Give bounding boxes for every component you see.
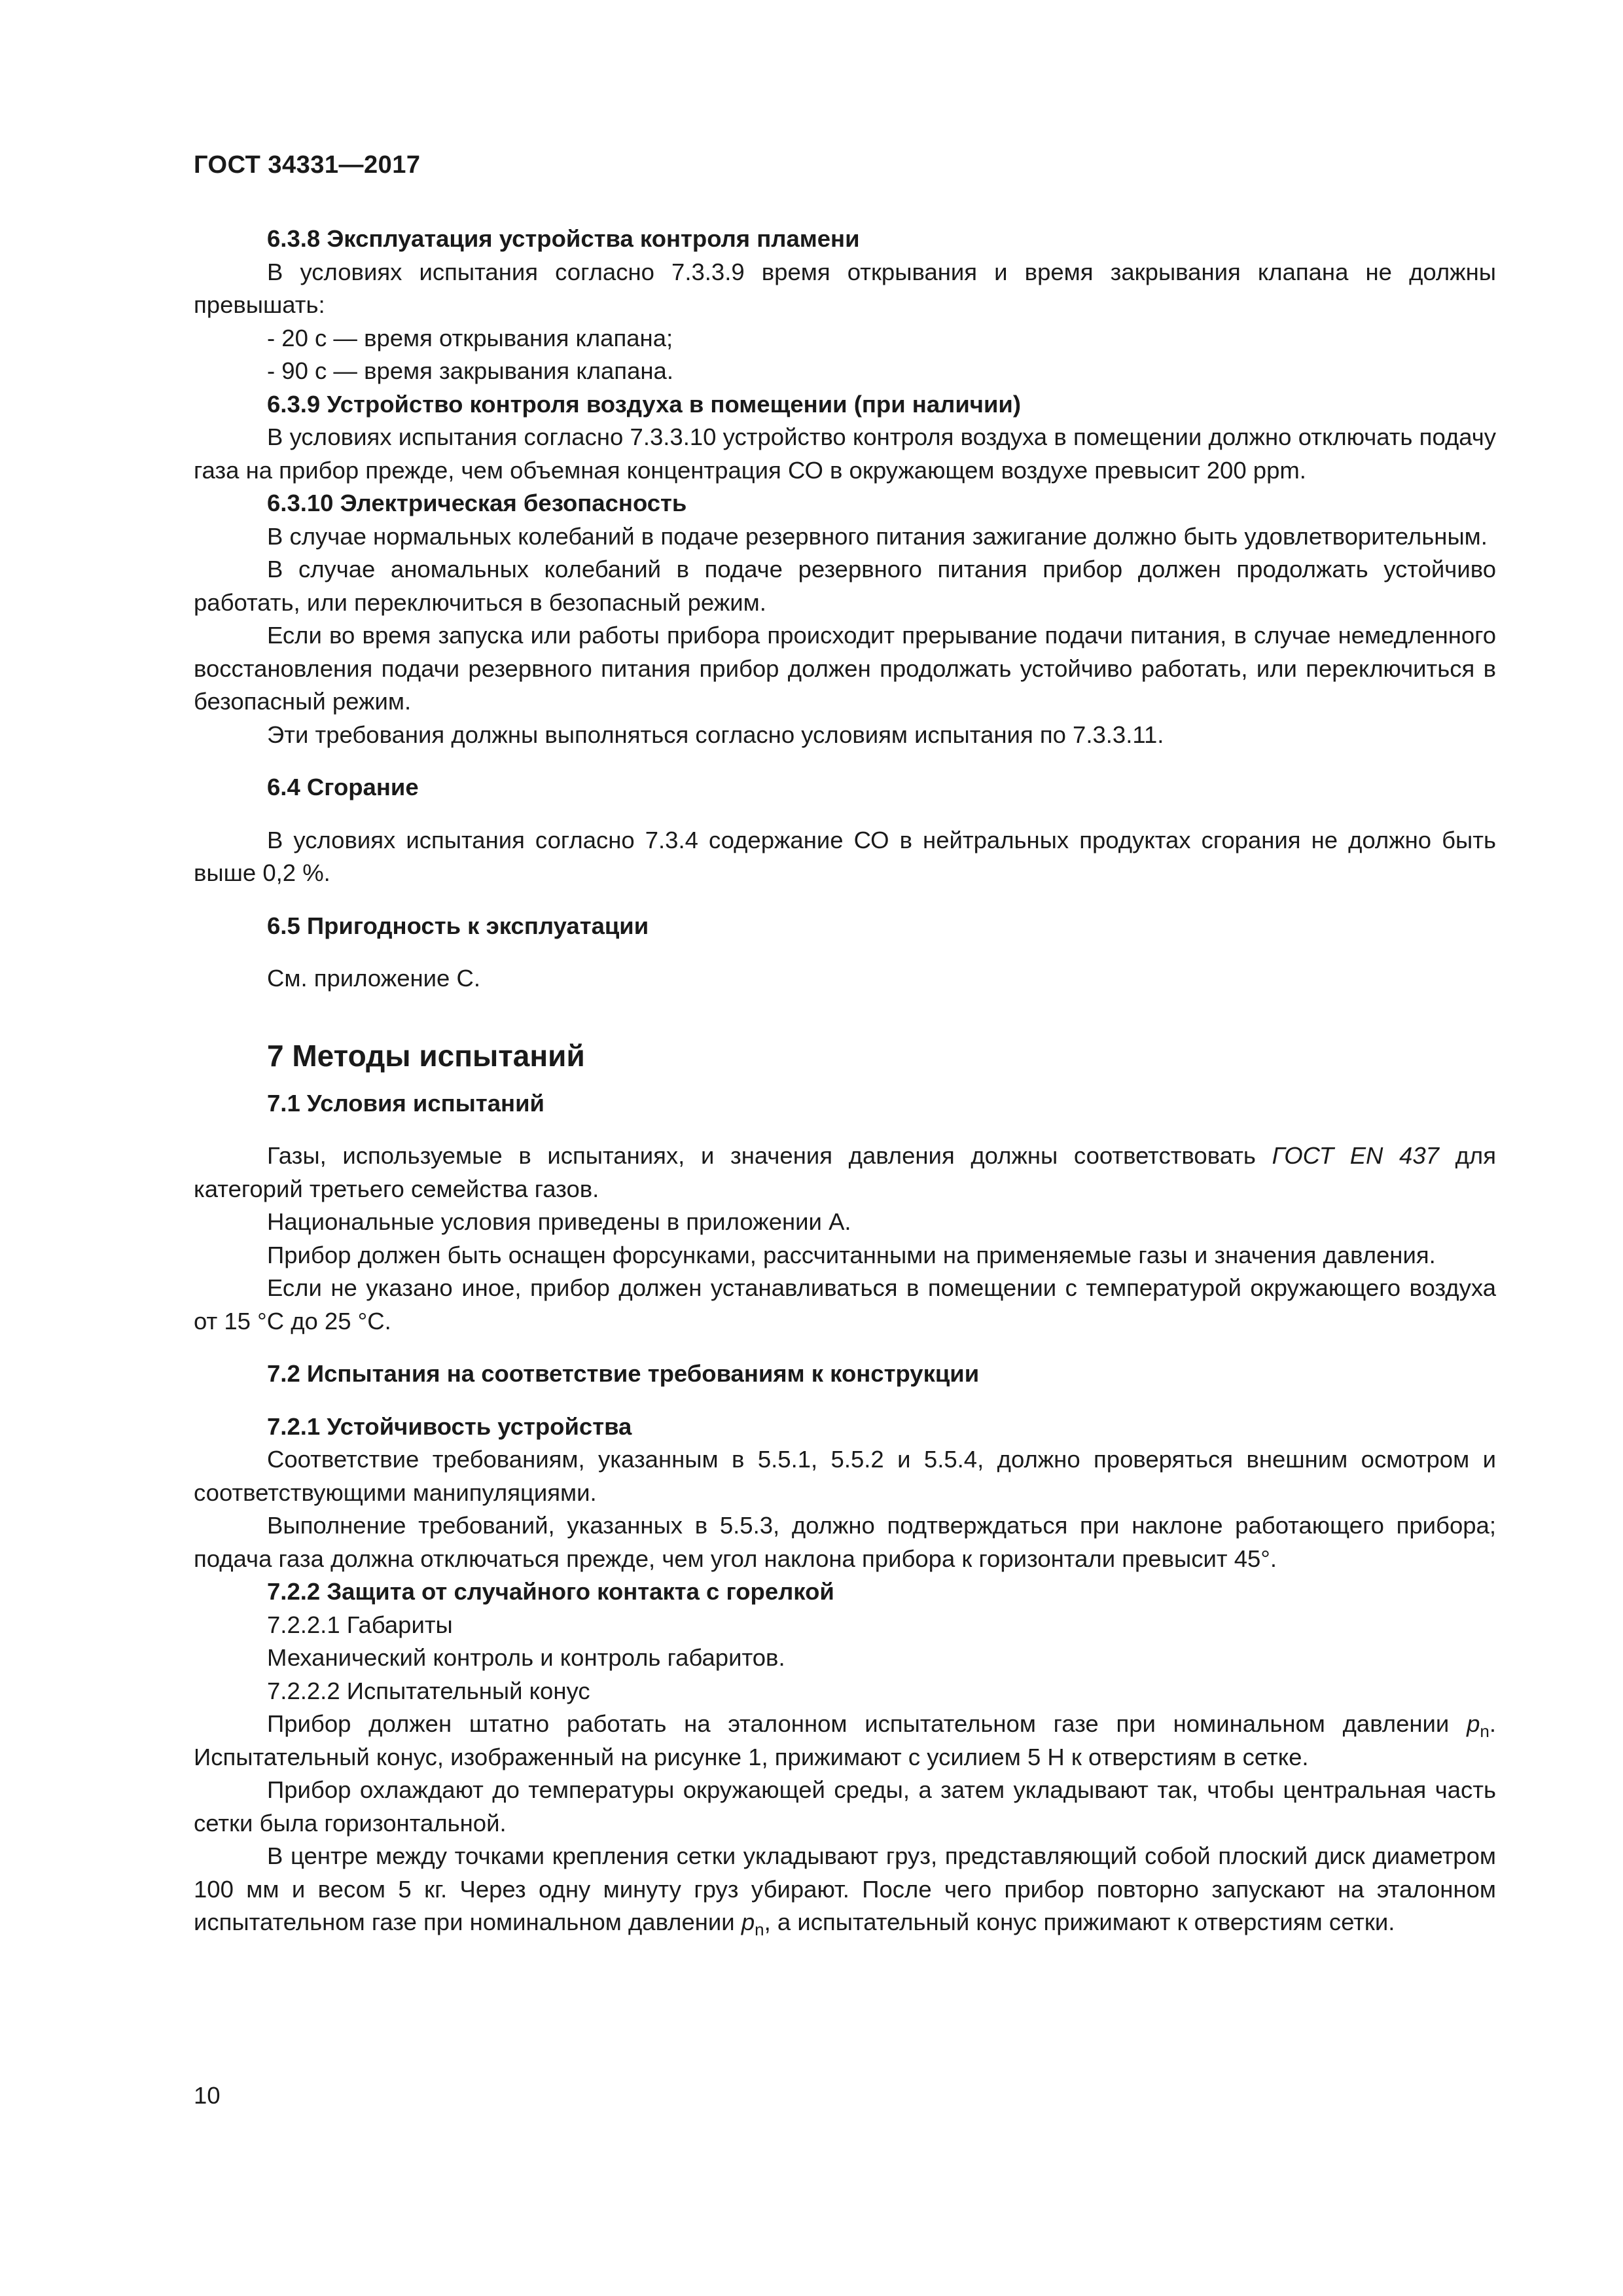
paragraph: В условиях испытания согласно 7.3.3.9 время открывания и время закрывания клапана не должны превышать: xyxy=(194,258,1496,318)
section-heading-7-1: 7.1 Условия испытаний xyxy=(267,1089,544,1117)
paragraph: Прибор охлаждают до температуры окружающей среды, а затем укладывают так, чтобы центральная часть сетки была горизонтальной. xyxy=(194,1776,1496,1837)
paragraph: Соответствие требованиям, указанным в 5.5.1, 5.5.2 и 5.5.4, должно проверяться внешним осмотром и соответствующими манипуляциями. xyxy=(194,1446,1496,1506)
pressure-symbol: p xyxy=(1467,1710,1480,1737)
page-number: 10 xyxy=(194,2082,221,2109)
list-item: - 90 с — время закрывания клапана. xyxy=(267,357,673,384)
section-heading-6-5: 6.5 Пригодность к эксплуатации xyxy=(267,912,649,939)
paragraph: Если не указано иное, прибор должен устанавливаться в помещении с температурой окружающего воздуха от 15 °С до 25 °С. xyxy=(194,1274,1496,1335)
section-heading-7-2-2: 7.2.2 Защита от случайного контакта с горелкой xyxy=(267,1578,834,1605)
paragraph: Если во время запуска или работы прибора происходит прерывание подачи питания, в случае немедленного восстановления подачи резервного питания прибор должен продолжать устойчиво работать, или переключиться в безопасный режим. xyxy=(194,622,1496,715)
section-heading-6-3-8: 6.3.8 Эксплуатация устройства контроля пламени xyxy=(267,225,860,252)
section-heading-6-3-9: 6.3.9 Устройство контроля воздуха в помещении (при наличии) xyxy=(267,390,1021,418)
section-heading-7: 7 Методы испытаний xyxy=(267,1038,585,1073)
pressure-subscript: n xyxy=(755,1920,764,1939)
standard-reference: ГОСТ EN 437 xyxy=(1272,1142,1439,1169)
paragraph: В случае аномальных колебаний в подаче резервного питания прибор должен продолжать устойчиво работать, или переключиться в безопасный режим. xyxy=(194,556,1496,616)
pressure-symbol: p xyxy=(741,1909,755,1935)
section-heading-7-2: 7.2 Испытания на соответствие требованиям к конструкции xyxy=(267,1360,980,1387)
paragraph: В случае нормальных колебаний в подаче резервного питания зажигание должно быть удовлетворительным. xyxy=(267,522,1488,550)
paragraph: См. приложение С. xyxy=(267,965,480,992)
paragraph: Газы, используемые в испытаниях, и значения давления должны соответствовать ГОСТ EN 437 для категорий третьего семейства газов. xyxy=(194,1142,1496,1202)
section-heading-6-3-10: 6.3.10 Электрическая безопасность xyxy=(267,490,687,516)
paragraph: В центре между точками крепления сетки укладывают груз, представляющий собой плоский диск диаметром 100 мм и весом 5 кг. Через одну минуту груз убирают. После чего прибор повторно запускают на эталонном испытательном газе при номинальном давлении $p_n$, а испытательный конус прижимают к отверстиям сетки. xyxy=(194,1842,1496,1939)
paragraph: Прибор должен штатно работать на эталонном испытательном газе при номинальном давлении $p_n$. Испытательный конус, изображенный на рисунке 1, прижимают с усилием 5 Н к отверстиям в сетке. xyxy=(194,1710,1496,1770)
subsection-heading-7-2-2-1: 7.2.2.1 Габариты xyxy=(267,1611,453,1638)
section-heading-7-2-1: 7.2.1 Устойчивость устройства xyxy=(267,1412,632,1440)
paragraph: Выполнение требований, указанных в 5.5.3, должно подтверждаться при наклоне работающего прибора; подача газа должна отключаться прежде, чем угол наклона прибора к горизонтали превысит 45°. xyxy=(194,1512,1496,1572)
paragraph: Национальные условия приведены в приложении А. xyxy=(267,1208,851,1235)
paragraph: Эти требования должны выполняться согласно условиям испытания по 7.3.3.11. xyxy=(267,721,1164,748)
paragraph: В условиях испытания согласно 7.3.3.10 устройство контроля воздуха в помещении должно отключать подачу газа на прибор прежде, чем объемная концентрация СО в окружающем воздухе превысит 200 ppm. xyxy=(194,423,1496,484)
section-heading-6-4: 6.4 Сгорание xyxy=(267,774,419,800)
document-header-id: ГОСТ 34331—2017 xyxy=(194,151,421,179)
list-item: - 20 с — время открывания клапана; xyxy=(267,324,673,351)
pressure-subscript: n xyxy=(1480,1721,1489,1741)
paragraph: Механический контроль и контроль габаритов. xyxy=(267,1644,785,1671)
paragraph: Прибор должен быть оснащен форсунками, рассчитанными на применяемые газы и значения давления. xyxy=(267,1241,1436,1268)
subsection-heading-7-2-2-2: 7.2.2.2 Испытательный конус xyxy=(267,1677,590,1704)
paragraph: В условиях испытания согласно 7.3.4 содержание СО в нейтральных продуктах сгорания не должно быть выше 0,2 %. xyxy=(194,826,1496,886)
document-body xyxy=(194,223,1496,1939)
